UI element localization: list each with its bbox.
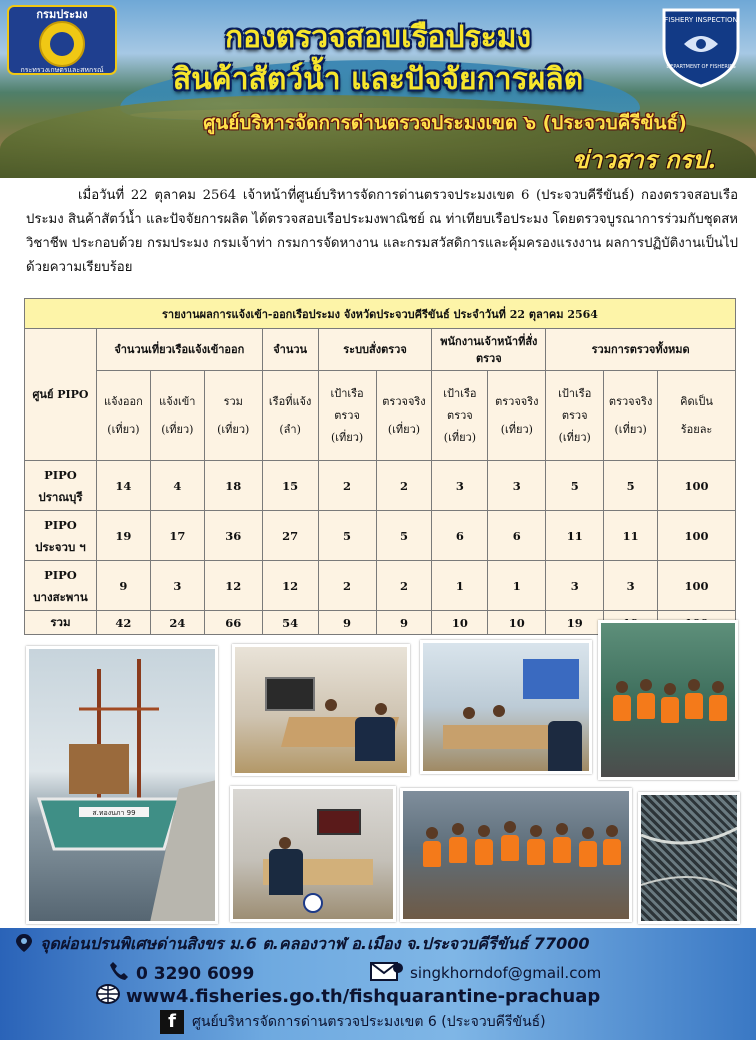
footer-email[interactable] — [370, 960, 601, 986]
table-cell: 11 — [546, 511, 604, 561]
table-cell: 18 — [204, 461, 262, 511]
header-count: จำนวน — [262, 329, 318, 371]
table-cell: 3 — [488, 461, 546, 511]
table-cell: 100 — [658, 461, 736, 511]
location-pin-icon — [14, 933, 34, 957]
footer-facebook[interactable] — [160, 1010, 546, 1034]
row-center-name: PIPO ประจวบ ฯ — [25, 511, 97, 561]
photo-meeting-3 — [230, 786, 396, 922]
badge-bottom-text: DEPARTMENT OF FISHERIES — [666, 64, 736, 70]
address-text: จุดผ่อนปรนพิเศษด่านสิงขร ม.6 ต.คลองวาฬ อ.เมือง จ.ประจวบคีรีขันธ์ 77000 — [40, 934, 590, 953]
subheader-percent: คิดเป็น ร้อยละ — [658, 371, 736, 461]
table-cell: 27 — [262, 511, 318, 561]
table-cell: 3 — [150, 561, 204, 611]
table-row — [25, 511, 736, 561]
table-cell: 19 — [96, 511, 150, 561]
table-cell: 2 — [318, 461, 376, 511]
photo-fishing-boat — [26, 646, 218, 924]
notice-board — [523, 659, 579, 699]
tv-screen — [265, 677, 315, 711]
title-line-3: ศูนย์บริหารจัดการด่านตรวจประมงเขต ๖ (ประจวบคีรีขันธ์) — [203, 112, 687, 134]
department-stamp-icon — [303, 893, 323, 913]
facebook-text[interactable]: ศูนย์บริหารจัดการด่านตรวจประมงเขต 6 (ประจวบคีรีขันธ์) — [192, 1014, 546, 1030]
header-system: ระบบสั่งตรวจ — [318, 329, 432, 371]
table-cell: 3 — [604, 561, 658, 611]
phone-icon — [108, 960, 130, 987]
website-text[interactable]: www4.fisheries.go.th/fishquarantine-prachuap — [126, 986, 601, 1007]
table-cell: 100 — [658, 511, 736, 561]
photo-crew-lifejackets — [598, 620, 738, 780]
footer-phone[interactable] — [108, 960, 254, 987]
table-cell: 11 — [604, 511, 658, 561]
news-tag: ข่าวสาร กรป. — [572, 145, 716, 174]
intro-paragraph: เมื่อวันที่ 22 ตุลาคม 2564 เจ้าหน้าที่ศูนย์บริหารจัดการด่านตรวจประมงเขต 6 (ประจวบคีรีขันธ์) กองตรวจสอบเรือประมง สินค้าสัตว์น้ำ และปัจจัยการผลิต ได้ตรวจสอบเรือประมงพาณิชย์ ณ ท่าเทียบเรือประมง โดยตรวจบูรณาการร่วมกับชุดสหวิชาชีพ ประกอบด้วย กรมประมง กรมเจ้าท่า กรมการจัดหางาน และกรมสวัสดิการและคุ้มครองแรงงาน ผลการปฏิบัติงานเป็นไปด้วยความเรียบร้อย — [26, 188, 738, 275]
subheader-system-actual: ตรวจจริง (เที่ยว) — [376, 371, 432, 461]
total-cell: 9 — [318, 611, 376, 635]
footer-address — [14, 932, 589, 957]
fishing-boat-icon — [29, 649, 218, 924]
boat-name-label: ส.ทองนภา 99 — [92, 809, 136, 817]
header-trips: จำนวนเที่ยวเรือแจ้งเข้าออก — [96, 329, 262, 371]
photo-fishing-net — [638, 792, 740, 924]
photo-meeting-2 — [420, 640, 592, 774]
meeting-table — [443, 725, 563, 749]
subheader-officer-actual: ตรวจจริง (เที่ยว) — [488, 371, 546, 461]
subheader-total-target: เป้าเรือ ตรวจ (เที่ยว) — [546, 371, 604, 461]
total-cell: 42 — [96, 611, 150, 635]
badge-top-text: FISHERY INSPECTION — [664, 16, 738, 24]
header-total: รวมการตรวจทั้งหมด — [546, 329, 736, 371]
subheader-sum: รวม (เที่ยว) — [204, 371, 262, 461]
header-center: ศูนย์ PIPO — [25, 329, 97, 461]
table-row — [25, 461, 736, 511]
logo-subtitle-text: กระทรวงเกษตรและสหกรณ์ — [20, 66, 104, 74]
table-cell: 1 — [432, 561, 488, 611]
total-cell: 10 — [432, 611, 488, 635]
table-cell: 6 — [432, 511, 488, 561]
total-cell: 9 — [376, 611, 432, 635]
footer-website[interactable] — [96, 984, 600, 1009]
total-cell: 10 — [488, 611, 546, 635]
table-cell: 5 — [318, 511, 376, 561]
table-cell: 2 — [318, 561, 376, 611]
logo-title-text: กรมประมง — [36, 8, 88, 21]
table-cell: 5 — [546, 461, 604, 511]
table-cell: 2 — [376, 461, 432, 511]
net-rope-icon — [641, 795, 740, 924]
email-text[interactable]: singkhorndof@gmail.com — [410, 964, 602, 982]
footer — [0, 928, 756, 1040]
phone-text[interactable]: 0 3290 6099 — [136, 963, 255, 984]
header-banner — [0, 0, 756, 178]
title-line-1: กองตรวจสอบเรือประมง — [224, 20, 532, 55]
subheader-in: แจ้งเข้า (เที่ยว) — [150, 371, 204, 461]
table-cell: 15 — [262, 461, 318, 511]
title-line-2: สินค้าสัตว์น้ำ และปัจจัยการผลิต — [172, 62, 584, 97]
table-cell: 36 — [204, 511, 262, 561]
facebook-icon: f — [160, 1010, 184, 1034]
table-row — [25, 561, 736, 611]
total-cell: 24 — [150, 611, 204, 635]
table-caption: รายงานผลการแจ้งเข้า-ออกเรือประมง จังหวัดประจวบคีรีขันธ์ ประจำวันที่ 22 ตุลาคม 2564 — [25, 299, 736, 329]
table-cell: 12 — [262, 561, 318, 611]
photo-meeting-1 — [232, 644, 410, 776]
table-cell: 5 — [376, 511, 432, 561]
subheader-officer-target: เป้าเรือ ตรวจ (เที่ยว) — [432, 371, 488, 461]
table-cell: 1 — [488, 561, 546, 611]
table-cell: 14 — [96, 461, 150, 511]
fishery-inspection-badge-icon — [656, 4, 746, 88]
photo-crew-group — [400, 788, 632, 922]
subheader-system-target: เป้าเรือ ตรวจ (เที่ยว) — [318, 371, 376, 461]
row-center-name: PIPO บางสะพาน — [25, 561, 97, 611]
table-cell: 3 — [546, 561, 604, 611]
table-cell: 4 — [150, 461, 204, 511]
subheader-boats: เรือที่แจ้ง (ลำ) — [262, 371, 318, 461]
table-cell: 9 — [96, 561, 150, 611]
total-cell: 66 — [204, 611, 262, 635]
table-cell: 5 — [604, 461, 658, 511]
total-cell: 54 — [262, 611, 318, 635]
email-icon — [370, 960, 404, 986]
subheader-out: แจ้งออก (เที่ยว) — [96, 371, 150, 461]
tv-screen — [317, 809, 361, 835]
row-center-name: PIPO ปราณบุรี — [25, 461, 97, 511]
total-cell: 19 — [546, 611, 604, 635]
globe-icon — [96, 984, 120, 1009]
table-cell: 12 — [204, 561, 262, 611]
header-officer: พนักงานเจ้าหน้าที่สั่งตรวจ — [432, 329, 546, 371]
table-cell: 17 — [150, 511, 204, 561]
table-cell: 2 — [376, 561, 432, 611]
table-body — [25, 461, 736, 611]
report-table — [24, 298, 736, 635]
table-cell: 6 — [488, 511, 546, 561]
total-label: รวม — [25, 611, 97, 635]
table-cell: 100 — [658, 561, 736, 611]
subheader-total-actual: ตรวจจริง (เที่ยว) — [604, 371, 658, 461]
table-cell: 3 — [432, 461, 488, 511]
